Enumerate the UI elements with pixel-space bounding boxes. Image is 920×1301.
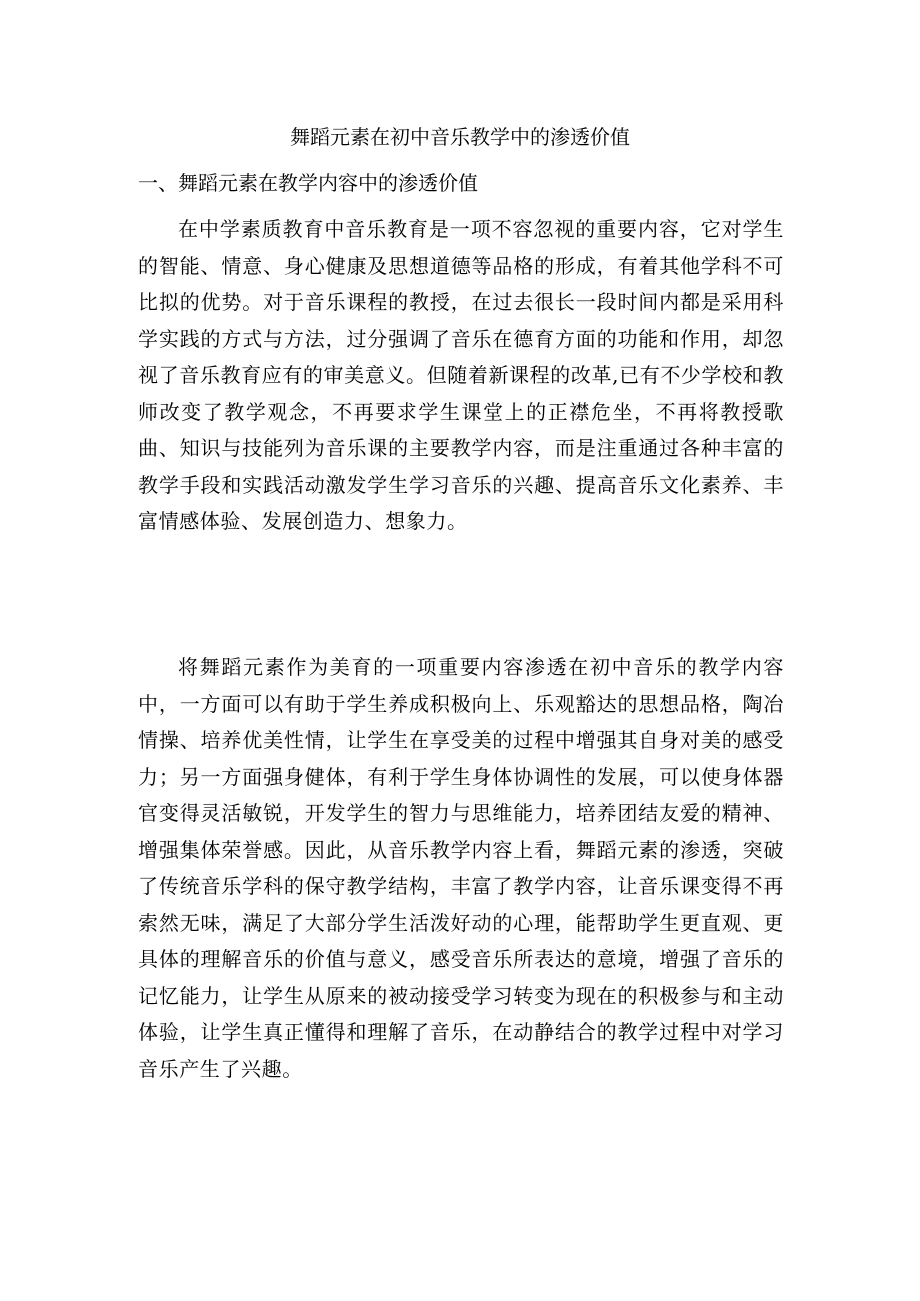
section-heading: 一、舞蹈元素在教学内容中的渗透价值 bbox=[138, 171, 478, 195]
body-paragraph-2: 将舞蹈元素作为美育的一项重要内容渗透在初中音乐的教学内容中，一方面可以有助于学生养成积极向上、乐观豁达的思想品格，陶冶情操、培养优美性情，让学生在享受美的过程中增强其自身对美的感受力；另一方面强身健体，有利于学生身体协调性的发展，可以使身体器官变得灵活敏锐，开发学生的智力与思维能力，培养团结友爱的精神、增强集体荣誉感。因此，从音乐教学内容上看，舞蹈元素的渗透，突破了传统音乐学科的保守教学结构，丰富了教学内容，让音乐课变得不再索然无味，满足了大部分学生活泼好动的心理，能帮助学生更直观、更具体的理解音乐的价值与意义，感受音乐所表达的意境，增强了音乐的记忆能力，让学生从原来的被动接受学习转变为现在的积极参与和主动体验，让学生真正懂得和理解了音乐，在动静结合的教学过程中对学习音乐产生了兴趣。 bbox=[138, 655, 784, 1081]
body-paragraph-1: 在中学素质教育中音乐教育是一项不容忽视的重要内容，它对学生的智能、情意、身心健康及思想道德等品格的形成，有着其他学科不可比拟的优势。对于音乐课程的教授，在过去很长一段时间内都是采用科学实践的方式与方法，过分强调了音乐在德育方面的功能和作用，却忽视了音乐教育应有的审美意义。但随着新课程的改革,已有不少学校和教师改变了教学观念，不再要求学生课堂上的正襟危坐，不再将教授歌曲、知识与技能列为音乐课的主要教学内容，而是注重通过各种丰富的教学手段和实践活动激发学生学习音乐的兴趣、提高音乐文化素养、丰富情感体验、发展创造力、想象力。 bbox=[138, 217, 784, 533]
document-title: 舞蹈元素在初中音乐教学中的渗透价值 bbox=[290, 125, 630, 149]
